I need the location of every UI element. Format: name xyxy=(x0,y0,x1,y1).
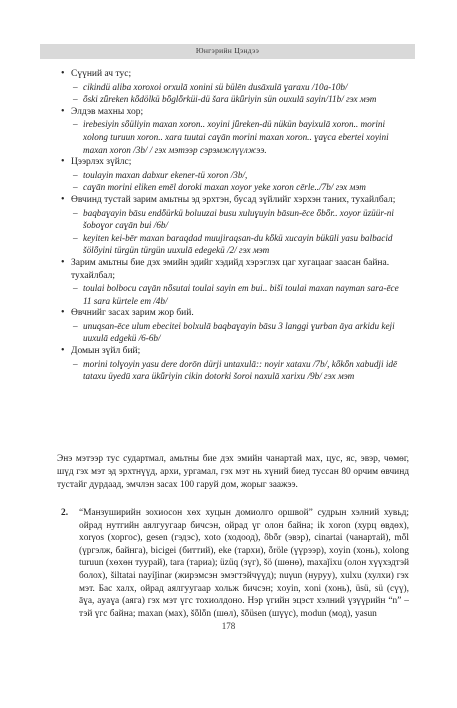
bullet-item xyxy=(57,68,409,106)
sub-item xyxy=(71,181,409,194)
dash-icon: – xyxy=(73,169,78,180)
sub-item xyxy=(71,207,409,232)
sub-list xyxy=(71,207,409,257)
sub-item-text: ȫski zǖreken kȫdölkü bȫglȫrküi-dü šara ükǖriyin sün ouxulā sayin/11b/ гэх мэт xyxy=(83,94,377,105)
dash-icon: – xyxy=(73,119,78,130)
sub-list xyxy=(71,320,409,345)
bullet-item xyxy=(57,156,409,194)
dash-icon: – xyxy=(73,232,78,243)
summary-paragraph: Энэ мэтээр тус судартмал, амьтны бие дэх эмийн чанартай мах, цус, яс, эвэр, чөмөг, шүд гэх мэт эд эрхтнүүд, архи, ургамал, гэх мэт нь хүний биед туссан 80 орчим өвчинд тустайг дурдаад, эмчлэн засах 100 гаруй дом, жорыг заажээ. xyxy=(57,454,409,490)
bullet-icon: • xyxy=(61,156,65,168)
sub-item-text: caɣān morini eliken emēl doroki maxan xoyor yeke xoron cērle../7b/ гэх мэт xyxy=(83,182,366,193)
bullet-label: Элдэв махны хор; xyxy=(71,106,144,117)
bullet-icon: • xyxy=(61,105,65,117)
sub-item-text: unuqsan-ēce ulum ebecitei bolxulā baqbaɣayin bāsu 3 langgi ɣurban āya arkidu keji uuxulā edgekü /6-6b/ xyxy=(83,320,395,344)
dash-icon: – xyxy=(73,94,78,105)
bullet-icon: • xyxy=(61,307,65,319)
sub-list xyxy=(71,282,409,307)
sub-item-text: toulai bolbocu caɣān nȫsutai toulai sayin em bui.. biši toulai maxan nayman sara-ēce 11 sara kürtele em /4b/ xyxy=(83,283,399,306)
header-title: Юнгэрийн Цэндээ xyxy=(195,46,260,55)
bullet-item xyxy=(57,257,409,307)
bullet-list xyxy=(57,68,409,383)
paragraph-number: 2. xyxy=(61,508,69,518)
bullet-list-container xyxy=(57,68,409,383)
sub-item-text: irebesiyin sȫüliyin maxan xoron.. xoyini jǖreken-dü nükün bayixulā xoron.. morini xolong turuun xoron.. xara tuutai caɣān morini maxan xoron.. ɣaɣca ebertei xoyini maxan xoron /3b/ / гэх мэтээр сэрэмжлүүлжээ. xyxy=(83,119,389,155)
sub-item xyxy=(71,282,409,307)
bullet-label: Домын зүйл бий; xyxy=(71,346,141,357)
dash-icon: – xyxy=(73,320,78,331)
sub-list xyxy=(71,169,409,194)
sub-list xyxy=(71,118,409,156)
sub-item xyxy=(71,118,409,156)
sub-item xyxy=(71,169,409,182)
bullet-label: Зарим амьтны бие дэх эмийн эдийг хэдийд хэрэглэх цаг хугацааг заасан байна. тухайлбал; xyxy=(71,257,390,281)
sub-item-text: cikindü aliba xoroxoi orxulā xonini sü bülēn dusāxulā ɣaraxu /10a-10b/ xyxy=(83,81,348,92)
bullet-icon: • xyxy=(61,193,65,205)
bullet-icon: • xyxy=(61,68,65,79)
sub-item-text: toulayin maxan dabxur ekener-tü xoron /3b/, xyxy=(83,169,248,180)
numbered-paragraph-text: “Манзуширийн зохиосон хөх хуцын домиолго оршвой” судрын хэлний хувьд; ойрад нутгийн аялгуугаар бичсэн, ойрад үг олон байна; ik xoron (хурц өвдөх), xorγos (хоргос), gesen (гэдэс), xoto (ходоод), ȫbȫr (эвэр), cinartai (чанартай), mȫl (үргэлж, байнга), bicigei (биттий), eke (тархи), ȫröle (үүрээр), xoyin (хонь), xolong turuun (хөхөн туурай), tara (тариа); üzüq (зүг), šö (шөнө), maxaǰixu (олон хүүхэдтэй болох), šiltatai nayiǰinar (жирэмсэн эмэгтэйчүүд); nuγun (нуруу), xulxu (хулхи) гэх мэт. Бас халх, ойрад аялгуугаар хольж бичсэн; xoyin, xoni (хонь), üsü, sü (сүү), āɣa, ayaɣa (аяга) гэх мэт үгс тохиолдоно. Нэр үгийн эцэст хэлний үзүүрийн “n” –тэй үгс байна; maxan (мах), šȫlȫn (шөл), šȫüsen (шүүс), modun (мод), yasun xyxy=(79,508,409,619)
dash-icon: – xyxy=(73,283,78,294)
page-number: 178 xyxy=(221,621,236,631)
bullet-label: Өвчинд тустай зарим амьтны эд эрхтэн, бусад зүйлийг хэрхэн таних, тухайлбал; xyxy=(71,194,396,205)
sub-list xyxy=(71,358,409,383)
bullet-item xyxy=(57,194,409,257)
dash-icon: – xyxy=(73,182,78,193)
bullet-item xyxy=(57,345,409,383)
bullet-icon: • xyxy=(61,345,65,357)
sub-item-text: morini tolɣoyin yasu dere dorōn dürji untaxulā:: noyir xataxu /7b/, kȫkȫn xabudji idē tataxu üyedū xara ükǖriyin cikin dotorki šoroi naxulā xarixu /9b/ гэх мэт xyxy=(83,358,398,382)
dash-icon: – xyxy=(73,81,78,92)
bullet-icon: • xyxy=(61,256,65,268)
bullet-item xyxy=(57,307,409,345)
sub-item xyxy=(71,93,409,106)
bullet-label: Өвчнийг засах зарим жор бий. xyxy=(71,308,194,319)
sub-item-text: baqbaɣayin bāsu endȫürkü boluuzai busu xuluɣuyin bāsun-ēce ȫbȫr.. xoyor üzüür-ni šoboɣor caɣān bui /6b/ xyxy=(83,207,394,231)
dash-icon: – xyxy=(73,358,78,369)
bullet-label: Сүүний ач тус; xyxy=(71,69,132,79)
sub-item xyxy=(71,232,409,257)
sub-list xyxy=(71,81,409,106)
dash-icon: – xyxy=(73,207,78,218)
sub-item xyxy=(71,81,409,94)
sub-item xyxy=(71,320,409,345)
running-header xyxy=(40,44,415,59)
sub-item-text: keyiten kei-bēr maxan baraqdad muujiraqsan-du kȫkü xucayin bükūli yasu balbacid šölȫyini türgün türgün uuxulā edegekü /2/ гэх мэт xyxy=(83,232,393,256)
bullet-label: Цээрлэх зүйлс; xyxy=(71,157,132,168)
numbered-paragraph xyxy=(57,507,409,620)
sub-item xyxy=(71,358,409,383)
bullet-item xyxy=(57,106,409,156)
